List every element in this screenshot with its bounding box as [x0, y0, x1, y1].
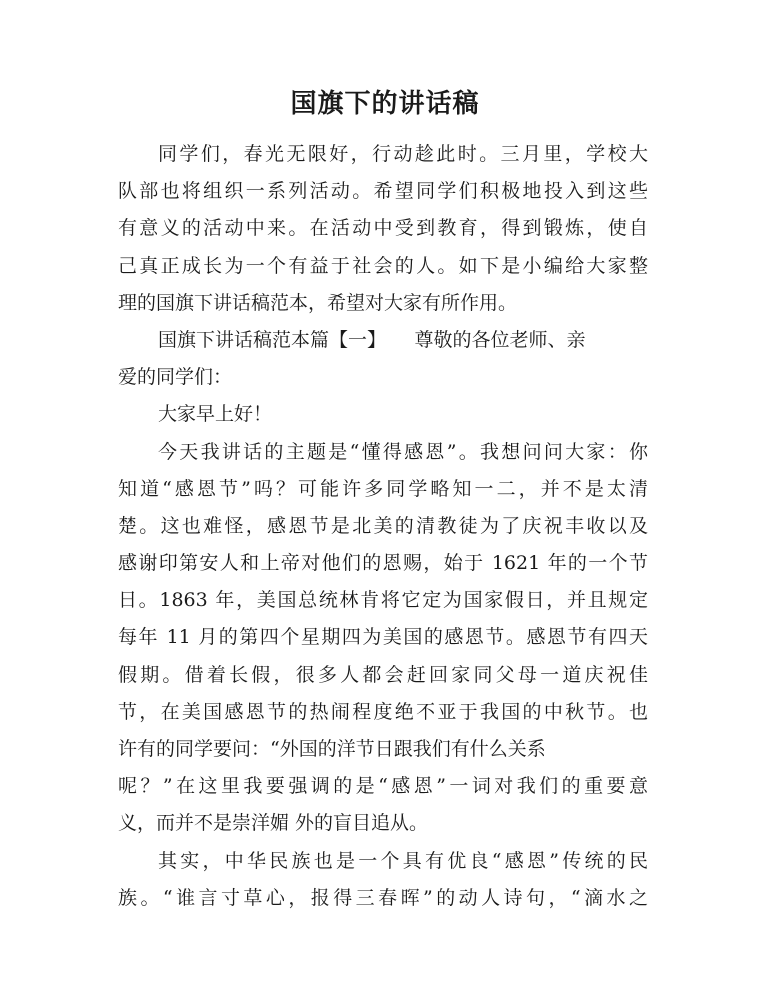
text-line: 队部也将组织一系列活动。希望同学们积极地投入到这些: [118, 180, 648, 203]
text-line: 每年 11 月的第四个星期四为美国的感恩节。感恩节有四天: [118, 626, 648, 649]
text-line: 假期。借着长假，很多人都会赶回家同父母一道庆祝佳: [118, 663, 648, 686]
text-line: 日。1863 年，美国总统林肯将它定为国家假日，并且规定: [118, 589, 648, 612]
text-line: 理的国旗下讲话稿范本，希望对大家有所作用。: [118, 291, 518, 314]
text-line: 国旗下讲话稿范本篇【一】 尊敬的各位老师、亲: [158, 328, 586, 351]
text-line: 己真正成长为一个有益于社会的人。如下是小编给大家整: [118, 254, 648, 277]
text-line: 族。“谁言寸草心，报得三春晖”的动人诗句，“滴水之: [118, 886, 648, 909]
text-line: 许有的同学要问：“外国的洋节日跟我们有什么关系: [118, 738, 546, 760]
text-line: 楚。这也难怪，感恩节是北美的清教徒为了庆祝丰收以及: [118, 514, 648, 537]
text-line: 今天我讲话的主题是“懂得感恩”。我想问问大家：你: [158, 440, 648, 463]
document-body: [118, 136, 648, 917]
text-line: 节，在美国感恩节的热闹程度绝不亚于我国的中秋节。也: [118, 700, 648, 723]
text-line: 同学们，春光无限好，行动趁此时。三月里，学校大: [158, 143, 648, 165]
text-line: 其实，中华民族也是一个具有优良“感恩”传统的民: [158, 849, 648, 872]
text-line: 呢？”在这里我要强调的是“感恩”一词对我们的重要意: [118, 775, 648, 798]
text-line: 知道“感恩节”吗？可能许多同学略知一二，并不是太清: [118, 477, 648, 500]
text-line: 有意义的活动中来。在活动中受到教育，得到锻炼，使自: [118, 217, 648, 240]
text-line: 感谢印第安人和上帝对他们的恩赐，始于 1621 年的一个节: [118, 552, 648, 575]
text-line: 义，而并不是崇洋媚 外的盲目追从。: [118, 812, 429, 835]
text-line: 大家早上好！: [158, 403, 273, 426]
document-title: 国旗下的讲话稿: [290, 89, 480, 119]
text-line: 爱的同学们：: [118, 366, 233, 389]
